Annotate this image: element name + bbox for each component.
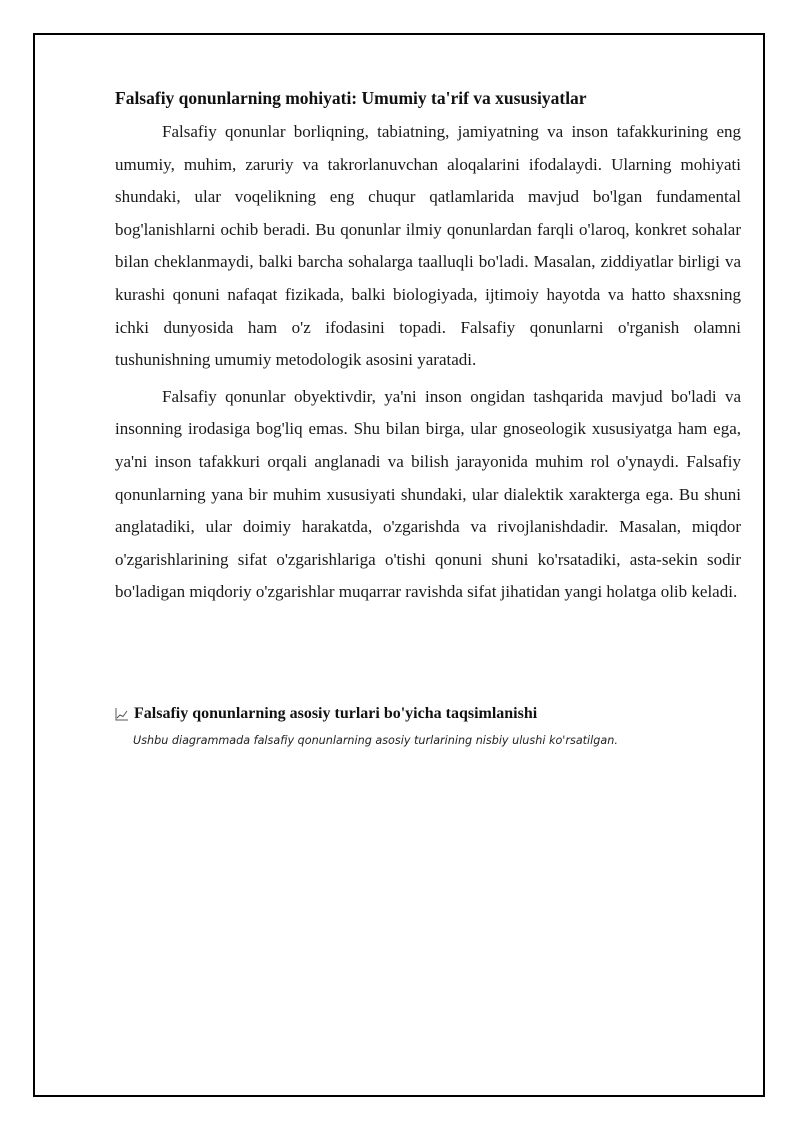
- chart-line-icon: [115, 707, 129, 721]
- chart-section-title: [115, 704, 755, 724]
- chart-title-text: Falsafiy qonunlarning asosiy turlari bo'yicha taqsimlanishi: [134, 705, 538, 722]
- paragraph-2: Falsafiy qonunlar obyektivdir, ya'ni inson ongidan tashqarida mavjud bo'ladi va insonning irodasiga bog'liq emas. Shu bilan birga, ular gnoseologik xususiyatga ham ega, ya'ni inson tafakkuri orqali anglanadi va bilish jarayonida muhim rol o'ynaydi. Falsafiy qonunlarning yana bir muhim xususiyati shundaki, ular dialektik xarakterga ega. Bu shuni anglatadiki, ular doimiy harakatda, o'zgarishda va rivojlanishdadir. Masalan, miqdor o'zgarishlarining sifat o'zgarishlariga o'tishi qonuni shuni ko'rsatadiki, asta-sekin sodir bo'ladigan miqdoriy o'zgarishlar muqarrar ravishda sifat jihatidan yangi holatga olib keladi.: [115, 386, 741, 602]
- section-heading: Falsafiy qonunlarning mohiyati: Umumiy ta'rif va xususiyatlar: [115, 88, 587, 108]
- chart-caption: Ushbu diagrammada falsafiy qonunlarning asosiy turlarining nisbiy ulushi ko'rsatilgan.: [133, 734, 618, 747]
- paragraph-1: Falsafiy qonunlar borliqning, tabiatning, jamiyatning va inson tafakkurining eng umumiy, muhim, zaruriy va takrorlanuvchan aloqalarini ifodalaydi. Ularning mohiyati shundaki, ular voqelikning eng chuqur qatlamlarida mavjud bo'lgan fundamental bog'lanishlarni ochib beradi. Bu qonunlar ilmiy qonunlardan farqli o'laroq, konkret sohalar bilan cheklanmaydi, balki barcha sohalarga taalluqli bo'ladi. Masalan, ziddiyatlar birligi va kurashi qonuni nafaqat fizikada, balki biologiyada, ijtimoiy hayotda va hatto shaxsning ichki dunyosida ham o'z ifodasini topadi. Falsafiy qonunlarni o'rganish olamni tushunishning umumiy metodologik asosini yaratadi.: [115, 122, 741, 370]
- document-body: [115, 84, 741, 613]
